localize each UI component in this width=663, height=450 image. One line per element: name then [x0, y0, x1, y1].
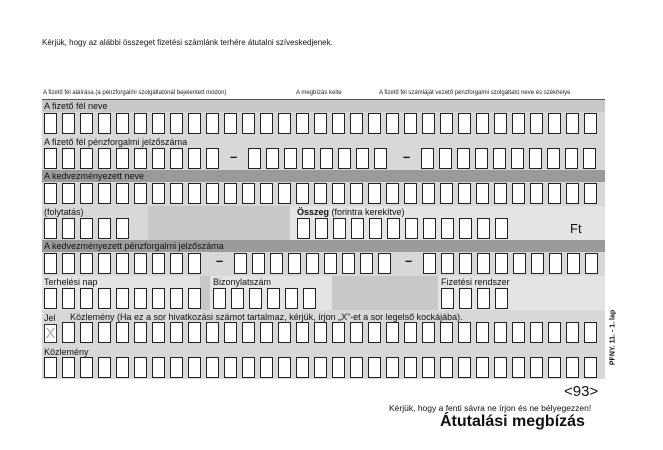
char-box[interactable]	[80, 357, 93, 378]
char-box[interactable]	[547, 148, 560, 169]
char-box[interactable]	[584, 322, 597, 343]
char-box[interactable]	[134, 183, 147, 204]
debit-date-boxes[interactable]	[44, 288, 201, 309]
char-box[interactable]	[422, 183, 435, 204]
char-box[interactable]	[549, 253, 562, 274]
char-box[interactable]	[350, 113, 363, 134]
date-caption: A megbízás kelte	[296, 90, 342, 96]
char-box[interactable]	[278, 357, 291, 378]
char-box[interactable]	[116, 183, 129, 204]
char-box[interactable]	[494, 113, 507, 134]
char-box[interactable]	[278, 183, 291, 204]
char-box[interactable]	[511, 148, 524, 169]
char-box[interactable]	[296, 357, 309, 378]
side-code: PFNY. 11. - 1. lap	[609, 309, 617, 366]
char-box[interactable]	[296, 322, 309, 343]
char-box[interactable]	[584, 357, 597, 378]
char-box[interactable]	[458, 183, 471, 204]
char-box[interactable]	[386, 183, 399, 204]
char-box[interactable]	[270, 253, 283, 274]
char-box[interactable]	[242, 113, 255, 134]
char-box[interactable]	[152, 253, 165, 274]
char-box[interactable]	[303, 288, 316, 309]
char-box[interactable]	[548, 183, 561, 204]
char-box[interactable]	[333, 218, 346, 239]
char-box[interactable]	[62, 357, 75, 378]
char-box[interactable]	[459, 288, 472, 309]
char-box[interactable]	[116, 148, 129, 169]
char-box[interactable]	[404, 322, 417, 343]
notice-label: Közlemény	[44, 347, 89, 357]
char-box[interactable]	[44, 253, 57, 274]
char-box[interactable]	[188, 322, 201, 343]
char-box[interactable]	[458, 113, 471, 134]
char-box[interactable]	[386, 357, 399, 378]
char-box[interactable]	[206, 148, 219, 169]
char-box[interactable]	[422, 357, 435, 378]
char-box[interactable]	[530, 113, 543, 134]
char-box[interactable]	[404, 113, 417, 134]
char-box[interactable]	[260, 322, 273, 343]
char-box[interactable]	[422, 113, 435, 134]
char-box[interactable]	[512, 322, 525, 343]
char-box[interactable]	[80, 322, 93, 343]
char-box[interactable]	[423, 253, 436, 274]
continuation-boxes[interactable]	[44, 218, 129, 239]
char-box[interactable]	[224, 113, 237, 134]
amount-label-rest: (forintra kerekítve)	[331, 207, 405, 217]
char-box[interactable]	[477, 288, 490, 309]
footer-code: <93>	[564, 383, 599, 400]
flag-box[interactable]: X	[45, 325, 56, 342]
char-box[interactable]	[206, 183, 219, 204]
payer-account-boxes-2[interactable]	[248, 148, 387, 169]
char-box[interactable]	[585, 253, 598, 274]
char-box[interactable]	[324, 253, 337, 274]
char-box[interactable]	[368, 357, 381, 378]
amount-boxes[interactable]	[297, 218, 508, 239]
char-box[interactable]	[62, 113, 75, 134]
payer-name-label: A fizető fél neve	[44, 101, 108, 111]
char-box[interactable]	[459, 253, 472, 274]
char-box[interactable]	[567, 253, 580, 274]
char-box[interactable]	[170, 148, 183, 169]
char-box[interactable]	[368, 183, 381, 204]
char-box[interactable]	[530, 183, 543, 204]
char-box[interactable]	[231, 288, 244, 309]
payer-account-label: A fizető fél pénzforgalmi jelzőszáma	[44, 137, 188, 147]
char-box[interactable]	[249, 288, 262, 309]
notice-flag-boxes[interactable]	[62, 322, 597, 343]
char-box[interactable]	[242, 322, 255, 343]
char-box[interactable]	[44, 218, 57, 239]
footer-warning: Kérjük, hogy a fenti sávra ne írjon és ne bélyegezzen!	[389, 403, 592, 413]
char-box[interactable]	[513, 253, 526, 274]
char-box[interactable]	[584, 183, 597, 204]
dates-separator-1	[200, 276, 210, 310]
char-box[interactable]	[242, 357, 255, 378]
char-box[interactable]	[80, 288, 93, 309]
char-box[interactable]	[404, 357, 417, 378]
beneficiary-account-dash-2: –	[405, 253, 413, 268]
char-box[interactable]	[206, 357, 219, 378]
char-box[interactable]	[439, 148, 452, 169]
char-box[interactable]	[494, 322, 507, 343]
char-box[interactable]	[285, 288, 298, 309]
char-box[interactable]	[80, 253, 93, 274]
char-box[interactable]	[495, 218, 508, 239]
char-box[interactable]	[116, 218, 129, 239]
char-box[interactable]	[152, 183, 165, 204]
char-box[interactable]	[476, 357, 489, 378]
char-box[interactable]	[529, 148, 542, 169]
payer-account-boxes-1[interactable]	[44, 148, 219, 169]
char-box[interactable]	[134, 288, 147, 309]
payer-name-band	[42, 100, 605, 112]
char-box[interactable]	[98, 183, 111, 204]
char-box[interactable]	[332, 322, 345, 343]
char-box[interactable]	[234, 253, 247, 274]
char-box[interactable]	[494, 357, 507, 378]
char-box[interactable]	[368, 322, 381, 343]
char-box[interactable]	[566, 183, 579, 204]
payer-account-dash-2: –	[403, 149, 411, 164]
beneficiary-name-boxes[interactable]	[44, 183, 597, 204]
char-box[interactable]	[320, 148, 333, 169]
notice-boxes[interactable]	[44, 357, 597, 378]
char-box[interactable]	[531, 253, 544, 274]
char-box[interactable]	[440, 322, 453, 343]
payer-name-boxes[interactable]	[44, 113, 597, 134]
char-box[interactable]	[116, 288, 129, 309]
char-box[interactable]	[80, 113, 93, 134]
char-box[interactable]	[314, 322, 327, 343]
amount-label	[297, 207, 405, 217]
char-box[interactable]	[170, 357, 183, 378]
char-box[interactable]	[458, 322, 471, 343]
char-box[interactable]	[477, 218, 490, 239]
char-box[interactable]	[98, 322, 111, 343]
char-box[interactable]	[188, 288, 201, 309]
char-box[interactable]	[44, 288, 57, 309]
header-instruction: Kérjük, hogy az alábbi összeget fizetési számlánk terhére átutalni szíveskedjenek.	[42, 38, 333, 47]
char-box[interactable]	[302, 148, 315, 169]
char-box[interactable]	[98, 288, 111, 309]
char-box[interactable]	[80, 148, 93, 169]
char-box[interactable]	[206, 113, 219, 134]
char-box[interactable]	[378, 253, 391, 274]
char-box[interactable]	[62, 253, 75, 274]
char-box[interactable]	[116, 357, 129, 378]
char-box[interactable]	[213, 288, 226, 309]
beneficiary-account-boxes-1[interactable]	[44, 253, 201, 274]
char-box[interactable]	[332, 183, 345, 204]
char-box[interactable]	[297, 218, 310, 239]
char-box[interactable]	[188, 148, 201, 169]
char-box[interactable]	[152, 148, 165, 169]
continuation-gap	[148, 206, 290, 240]
currency-label: Ft	[570, 221, 582, 236]
char-box[interactable]	[170, 113, 183, 134]
char-box[interactable]	[134, 253, 147, 274]
char-box[interactable]	[116, 253, 129, 274]
char-box[interactable]	[248, 148, 261, 169]
char-box[interactable]	[386, 322, 399, 343]
form-title: Átutalási megbízás	[440, 413, 585, 430]
char-box[interactable]	[44, 148, 57, 169]
char-box[interactable]	[224, 322, 237, 343]
char-box[interactable]	[62, 322, 75, 343]
char-box[interactable]	[493, 148, 506, 169]
char-box[interactable]	[134, 148, 147, 169]
char-box[interactable]	[267, 288, 280, 309]
char-box[interactable]	[495, 288, 508, 309]
char-box[interactable]	[495, 253, 508, 274]
char-box[interactable]	[350, 183, 363, 204]
char-box[interactable]	[188, 113, 201, 134]
char-box[interactable]	[342, 253, 355, 274]
char-box[interactable]	[476, 113, 489, 134]
dates-separator-2	[332, 276, 438, 310]
char-box[interactable]	[260, 357, 273, 378]
char-box[interactable]	[80, 183, 93, 204]
document-number-boxes[interactable]	[213, 288, 316, 309]
char-box[interactable]	[80, 218, 93, 239]
char-box[interactable]	[441, 253, 454, 274]
char-box[interactable]	[440, 357, 453, 378]
char-box[interactable]	[296, 183, 309, 204]
char-box[interactable]	[170, 183, 183, 204]
char-box[interactable]	[369, 218, 382, 239]
char-box[interactable]	[314, 113, 327, 134]
char-box[interactable]	[188, 183, 201, 204]
payment-system-boxes[interactable]	[441, 288, 508, 309]
char-box[interactable]	[476, 322, 489, 343]
char-box[interactable]	[152, 322, 165, 343]
char-box[interactable]	[315, 218, 328, 239]
char-box[interactable]	[548, 357, 561, 378]
char-box[interactable]	[224, 183, 237, 204]
char-box[interactable]	[252, 253, 265, 274]
char-box[interactable]	[134, 357, 147, 378]
char-box[interactable]	[548, 322, 561, 343]
char-box[interactable]	[583, 148, 596, 169]
char-box[interactable]	[332, 357, 345, 378]
char-box[interactable]	[351, 218, 364, 239]
payment-system-label: Fizetési rendszer	[441, 277, 510, 287]
char-box[interactable]	[405, 218, 418, 239]
payer-account-dash-1: –	[230, 149, 238, 164]
notice-instruction: Közlemény (Ha ez a sor hivatkozási számot tartalmaz, kérjük, írjon „X”-et a sor legelső kockájába).	[70, 312, 463, 322]
side-code-wrap	[606, 304, 618, 378]
char-box[interactable]	[170, 253, 183, 274]
char-box[interactable]	[260, 183, 273, 204]
char-box[interactable]	[477, 253, 490, 274]
beneficiary-name-label: A kedvezményezett neve	[44, 171, 145, 181]
char-box[interactable]	[530, 357, 543, 378]
char-box[interactable]	[360, 253, 373, 274]
payer-account-boxes-3[interactable]	[421, 148, 596, 169]
char-box[interactable]	[44, 183, 57, 204]
char-box[interactable]	[475, 148, 488, 169]
char-box[interactable]	[350, 357, 363, 378]
char-box[interactable]	[512, 113, 525, 134]
char-box[interactable]	[404, 183, 417, 204]
amount-label-bold: Összeg	[297, 207, 330, 217]
char-box[interactable]	[476, 183, 489, 204]
char-box[interactable]	[421, 148, 434, 169]
beneficiary-account-label: A kedvezményezett pénzforgalmi jelzőszáma	[44, 241, 224, 251]
char-box[interactable]	[288, 253, 301, 274]
char-box[interactable]	[224, 357, 237, 378]
char-box[interactable]	[284, 148, 297, 169]
char-box[interactable]	[170, 322, 183, 343]
document-number-label: Bizonylatszám	[213, 277, 272, 287]
char-box[interactable]	[566, 357, 579, 378]
char-box[interactable]	[338, 148, 351, 169]
char-box[interactable]	[374, 148, 387, 169]
char-box[interactable]	[386, 113, 399, 134]
char-box[interactable]	[441, 218, 454, 239]
char-box[interactable]	[565, 148, 578, 169]
flag-label: Jel	[44, 313, 56, 323]
char-box[interactable]	[242, 183, 255, 204]
char-box[interactable]	[62, 183, 75, 204]
char-box[interactable]	[332, 113, 345, 134]
char-box[interactable]	[152, 357, 165, 378]
char-box[interactable]	[62, 148, 75, 169]
char-box[interactable]	[170, 288, 183, 309]
char-box[interactable]	[98, 148, 111, 169]
char-box[interactable]	[494, 183, 507, 204]
char-box[interactable]	[512, 357, 525, 378]
char-box[interactable]	[44, 113, 57, 134]
char-box[interactable]	[188, 253, 201, 274]
continuation-label: (folytatás)	[44, 207, 84, 217]
char-box[interactable]	[296, 113, 309, 134]
char-box[interactable]	[458, 357, 471, 378]
char-box[interactable]	[260, 113, 273, 134]
char-box[interactable]	[566, 322, 579, 343]
char-box[interactable]	[266, 148, 279, 169]
char-box[interactable]	[152, 113, 165, 134]
char-box[interactable]	[387, 218, 400, 239]
beneficiary-account-boxes-2[interactable]	[234, 253, 391, 274]
beneficiary-account-dash-1: –	[216, 253, 224, 268]
char-box[interactable]	[206, 322, 219, 343]
bank-caption: A fizető fél számláját vezető pénzforgalmi szolgáltató neve és székhelye	[379, 90, 571, 96]
char-box[interactable]	[440, 183, 453, 204]
char-box[interactable]	[62, 218, 75, 239]
char-box[interactable]	[423, 218, 436, 239]
char-box[interactable]	[134, 322, 147, 343]
signature-caption: A fizető fél aláírása (a pénzforgalmi szolgáltatónál bejelentett módon)	[43, 90, 227, 96]
char-box[interactable]	[457, 148, 470, 169]
char-box[interactable]	[368, 113, 381, 134]
char-box[interactable]	[98, 218, 111, 239]
char-box[interactable]	[98, 113, 111, 134]
char-box[interactable]	[459, 218, 472, 239]
char-box[interactable]	[548, 113, 561, 134]
debit-date-label: Terhelési nap	[44, 277, 98, 287]
char-box[interactable]	[278, 113, 291, 134]
char-box[interactable]	[512, 183, 525, 204]
char-box[interactable]	[350, 322, 363, 343]
char-box[interactable]	[530, 322, 543, 343]
beneficiary-account-boxes-3[interactable]	[423, 253, 598, 274]
char-box[interactable]	[306, 253, 319, 274]
char-box[interactable]	[566, 113, 579, 134]
char-box[interactable]	[134, 113, 147, 134]
char-box[interactable]	[584, 113, 597, 134]
char-box[interactable]	[98, 253, 111, 274]
char-box[interactable]	[188, 357, 201, 378]
char-box[interactable]	[152, 288, 165, 309]
char-box[interactable]	[278, 322, 291, 343]
char-box[interactable]	[314, 357, 327, 378]
char-box[interactable]	[98, 357, 111, 378]
char-box[interactable]	[116, 322, 129, 343]
char-box[interactable]	[356, 148, 369, 169]
char-box[interactable]	[314, 183, 327, 204]
char-box[interactable]	[440, 113, 453, 134]
char-box[interactable]	[422, 322, 435, 343]
char-box[interactable]	[44, 357, 57, 378]
char-box[interactable]	[62, 288, 75, 309]
char-box[interactable]	[116, 113, 129, 134]
char-box[interactable]	[441, 288, 454, 309]
